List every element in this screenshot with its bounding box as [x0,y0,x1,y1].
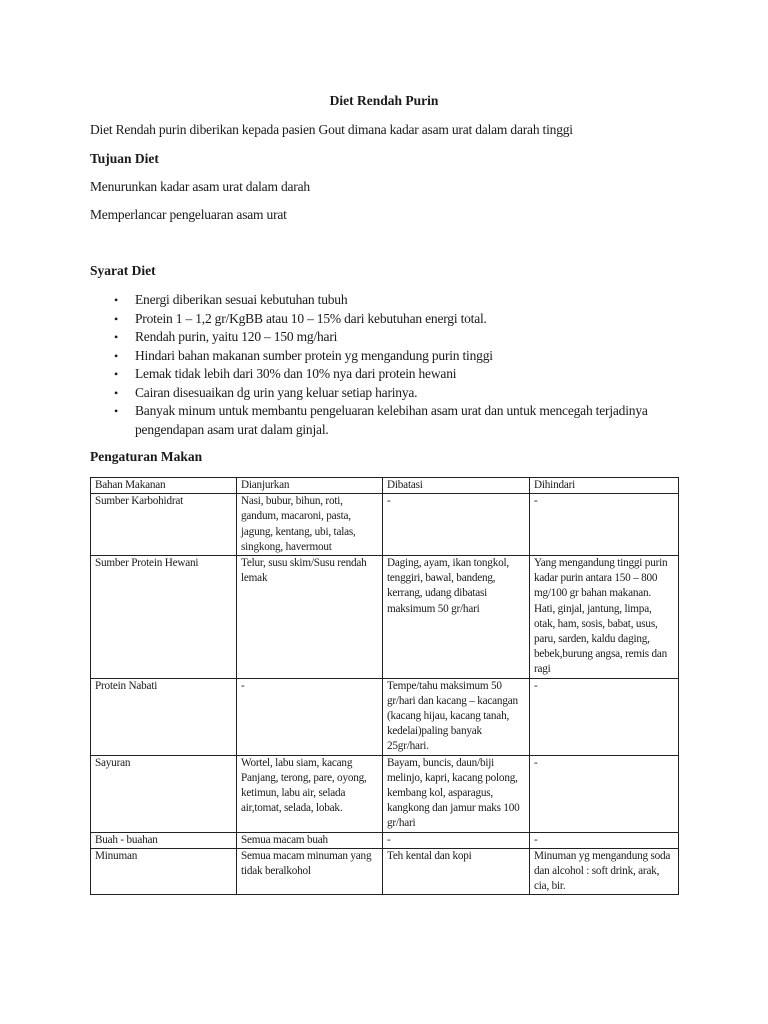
table-row [91,832,679,848]
syarat-list-item [90,384,650,403]
table-cell: - [530,755,679,832]
syarat-list-item [90,310,650,329]
table-cell: - [530,494,679,556]
syarat-text: Cairan disesuaikan dg urin yang keluar setiap harinya. [135,384,418,400]
table-cell: Sumber Karbohidrat [91,494,237,556]
bullet-icon: • [114,404,119,418]
document-title: Diet Rendah Purin [329,93,439,108]
table-row [91,556,679,679]
table-cell: Nasi, bubur, bihun, roti, gandum, macaroni, pasta, jagung, kentang, ubi, talas, singkong, havermout [237,494,383,556]
table-cell: Telur, susu skim/Susu rendah lemak [237,556,383,679]
table-cell: Semua macam minuman yang tidak beralkohol [237,848,383,895]
bullet-icon: • [114,348,119,363]
table-cell: Sayuran [91,755,237,832]
bullet-icon: • [114,385,119,400]
table-cell: Teh kental dan kopi [383,848,530,895]
pengaturan-heading: Pengaturan Makan [90,449,203,464]
table-cell: Sumber Protein Hewani [91,556,237,679]
table-row [91,848,679,895]
table-cell: - [237,678,383,755]
table-header-cell: Bahan Makanan [91,478,237,494]
intro-paragraph: Diet Rendah purin diberikan kepada pasien Gout dimana kadar asam urat dalam darah tinggi [90,122,573,137]
table-cell: - [530,678,679,755]
tujuan-item: Memperlancar pengeluaran asam urat [90,207,287,222]
table-cell: Bayam, buncis, daun/biji melinjo, kapri, kacang polong, kembang kol, asparagus, kangkong dan jamur maks 100 gr/hari [383,755,530,832]
table-cell: - [530,832,679,848]
bullet-icon: • [114,311,119,326]
bullet-icon: • [114,293,119,307]
table-header-cell: Dihindari [530,478,679,494]
table-cell: Minuman yg mengandung soda dan alcohol : soft drink, arak, cia, bir. [530,848,679,895]
table-cell: Semua macam buah [237,832,383,848]
table-row [91,755,679,832]
diet-table [90,477,679,895]
syarat-text: Banyak minum untuk membantu pengeluaran kelebihan asam urat dan untuk mencegah terjadinya pengendapan asam urat dalam ginjal. [135,403,648,437]
syarat-text: Hindari bahan makanan sumber protein yg mengandung purin tinggi [135,347,493,363]
table-cell: Minuman [91,848,237,895]
table-cell: Wortel, labu siam, kacang Panjang, terong, pare, oyong, ketimun, labu air, selada air,tomat, selada, lobak. [237,755,383,832]
table-cell: - [383,832,530,848]
table-cell: Tempe/tahu maksimum 50 gr/hari dan kacang – kacangan (kacang hijau, kacang tanah, kedelai)paling banyak 25gr/hari. [383,678,530,755]
bullet-icon: • [114,367,119,381]
table-cell: Daging, ayam, ikan tongkol, tenggiri, bawal, bandeng, kerrang, udang dibatasi maksimum 50 gr/hari [383,556,530,679]
table-header-row [91,478,679,494]
syarat-list-item [90,402,650,439]
tujuan-heading: Tujuan Diet [90,151,159,166]
table-row [91,678,679,755]
syarat-list [90,291,650,439]
table-header-cell: Dianjurkan [237,478,383,494]
syarat-list-item [90,365,650,384]
tujuan-item: Menurunkan kadar asam urat dalam darah [90,179,310,194]
syarat-text: Energi diberikan sesuai kebutuhan tubuh [135,292,348,307]
table-cell: - [383,494,530,556]
syarat-list-item [90,347,650,366]
syarat-text: Rendah purin, yaitu 120 – 150 mg/hari [135,329,338,344]
table-row [91,494,679,556]
table-cell: Buah - buahan [91,832,237,848]
table-cell: Yang mengandung tinggi purin kadar purin antara 150 – 800 mg/100 gr bahan makanan. Hati, ginjal, jantung, limpa, otak, ham, sosis, babat, usus, paru, sarden, kaldu daging, bebek,burung angsa, remis dan ragi [530,556,679,679]
syarat-list-item [90,291,650,310]
syarat-text: Lemak tidak lebih dari 30% dan 10% nya dari protein hewani [135,366,457,381]
bullet-icon: • [114,330,119,344]
table-header-cell: Dibatasi [383,478,530,494]
syarat-text: Protein 1 – 1,2 gr/KgBB atau 10 – 15% dari kebutuhan energi total. [135,310,487,326]
syarat-list-item [90,328,650,347]
syarat-heading: Syarat Diet [90,263,156,278]
table-cell: Protein Nabati [91,678,237,755]
